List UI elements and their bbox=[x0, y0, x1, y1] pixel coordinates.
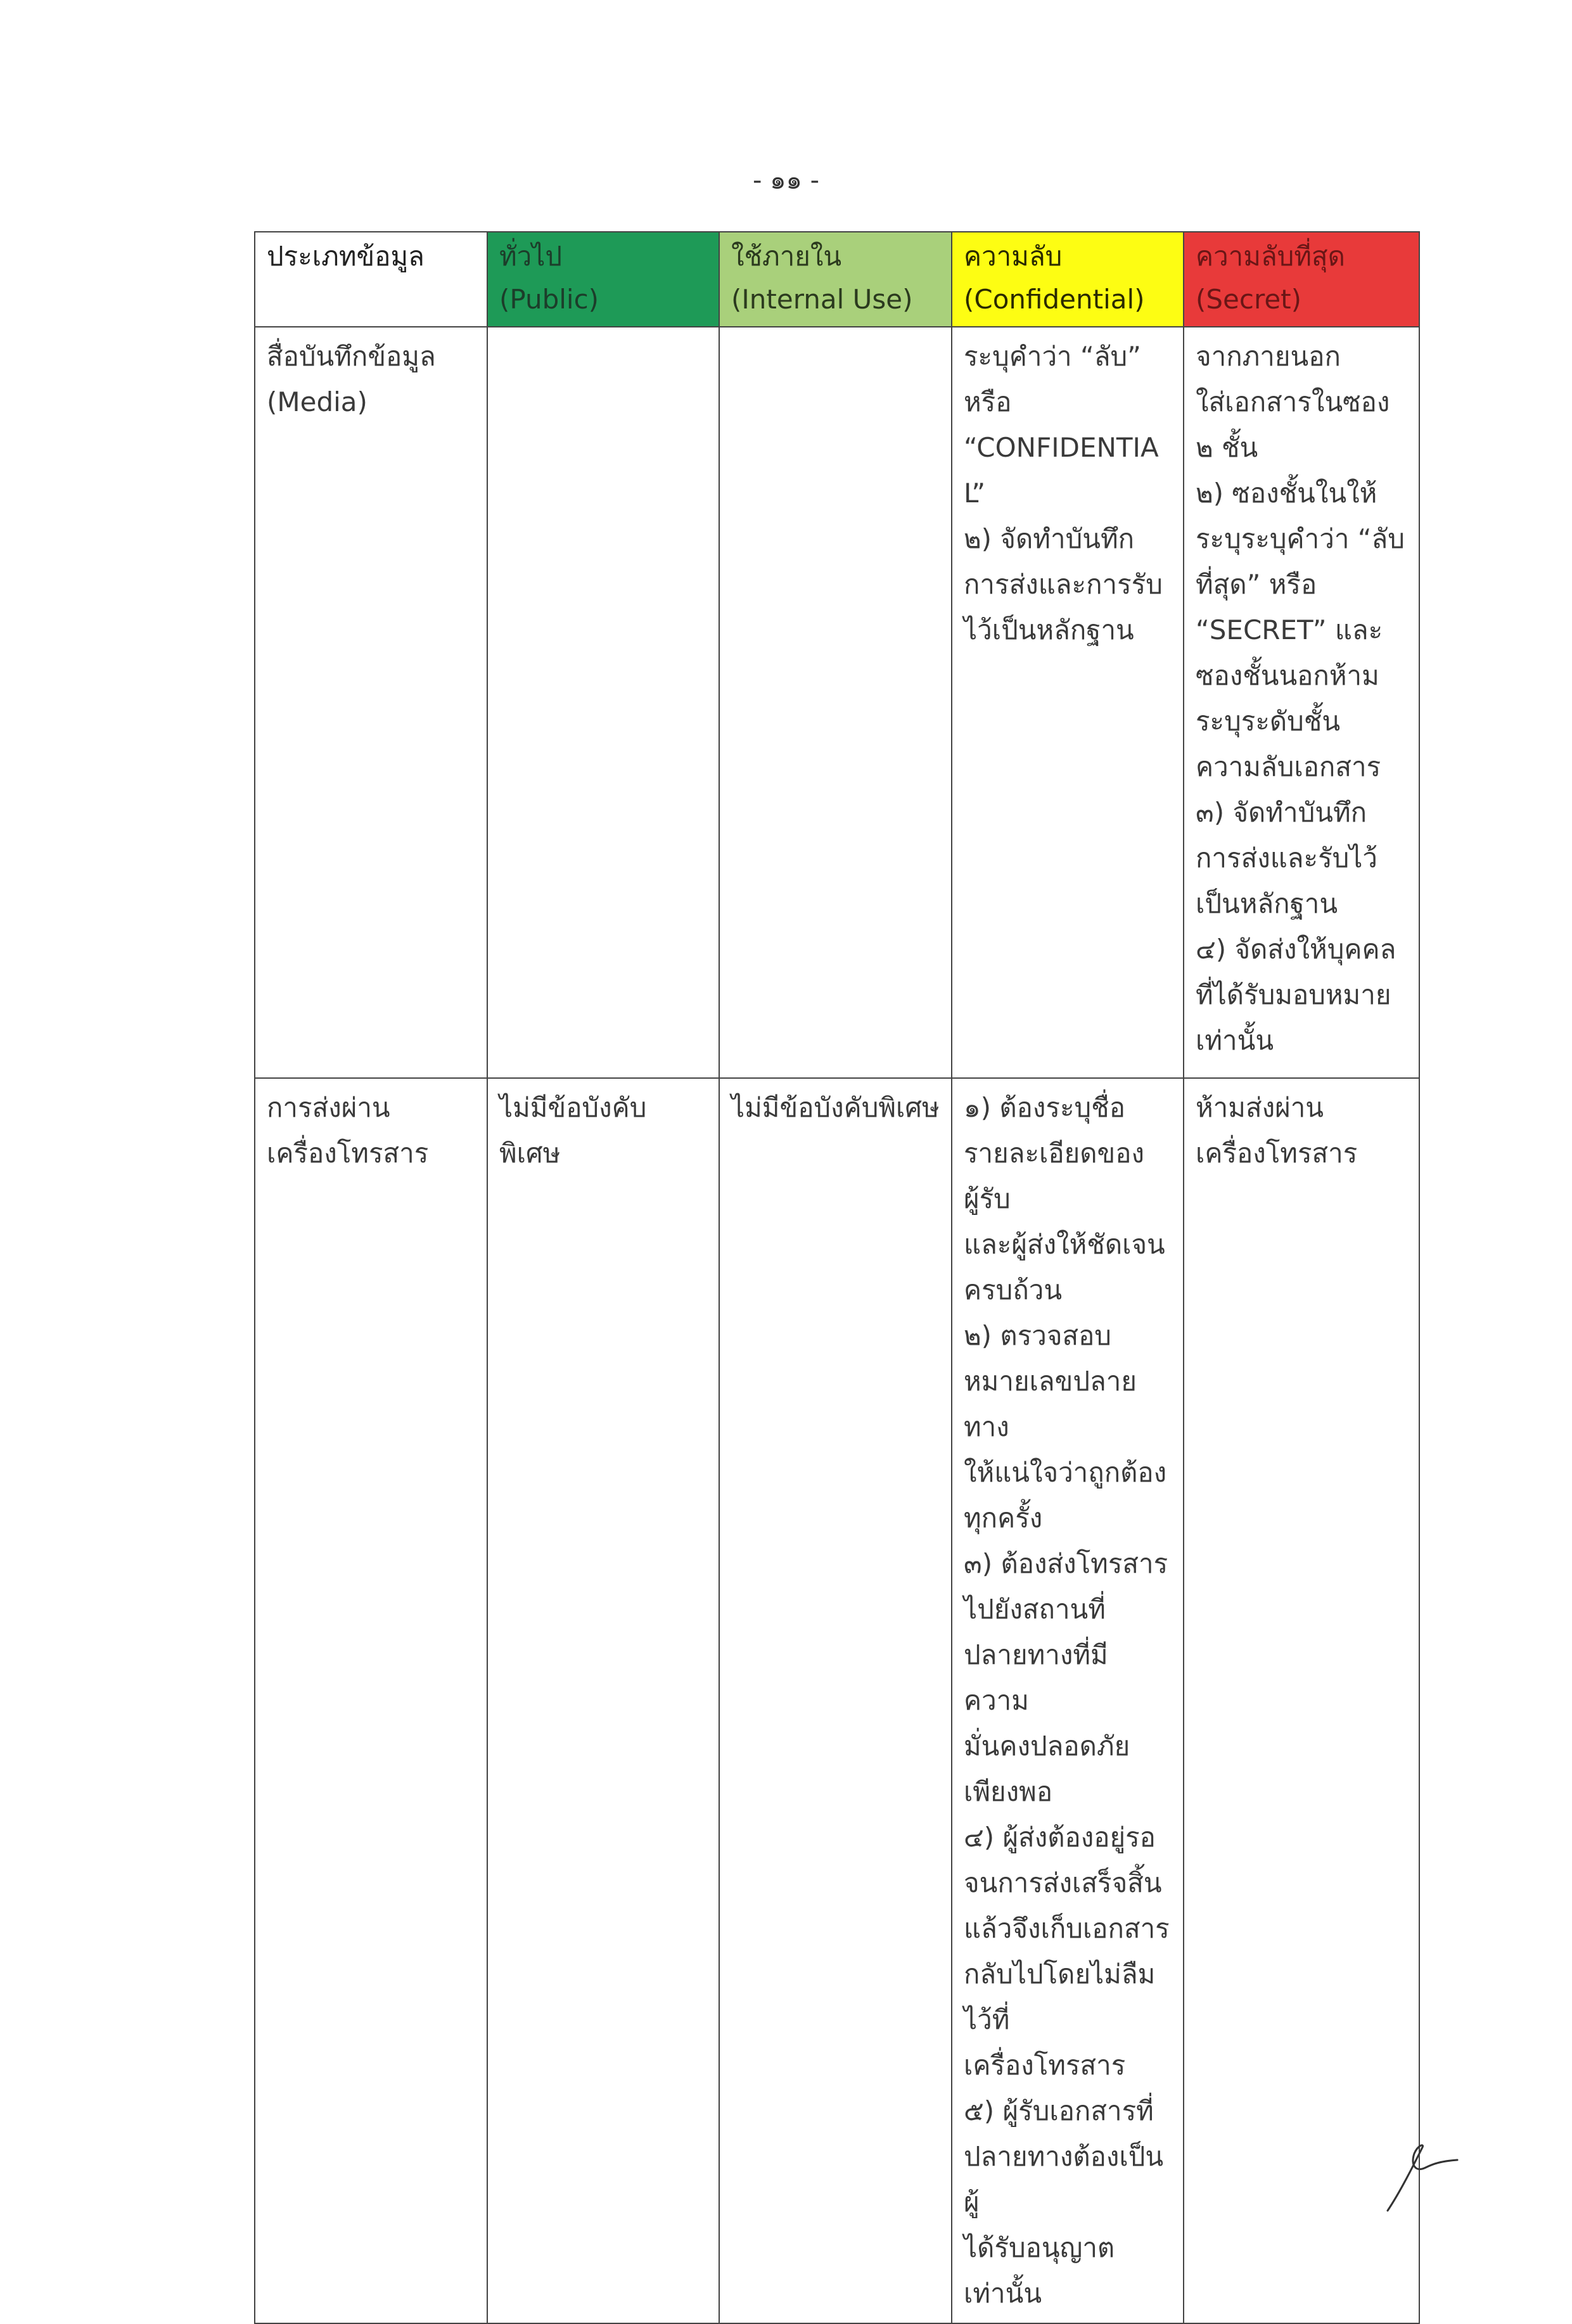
cell-text-line: ปลายทางที่มีความ bbox=[964, 1639, 1108, 1716]
cell-internal bbox=[719, 327, 952, 1078]
cell-text-line: ได้รับอนุญาตเท่านั้น bbox=[964, 2232, 1115, 2309]
cell-text-line: ทุกครั้ง bbox=[964, 1502, 1043, 1533]
cell-text-line: ที่สุด” หรือ bbox=[1196, 569, 1317, 600]
cell-text-line: กลับไปโดยไม่ลืมไว้ที่ bbox=[964, 1959, 1156, 2035]
cell-text-line: ระบุระดับชั้น bbox=[1196, 706, 1341, 737]
cell-text-line: การส่งผ่าน bbox=[267, 1092, 390, 1123]
cell-text-line: จากภายนอก bbox=[1196, 341, 1341, 372]
header-public-en: (Public) bbox=[499, 284, 599, 315]
header-internal-en: (Internal Use) bbox=[731, 284, 913, 315]
cell-text-line: เครื่องโทรสาร bbox=[267, 1138, 429, 1169]
cell-text-line: ซองชั้นนอกห้าม bbox=[1196, 660, 1379, 691]
cell-text-line: เครื่องโทรสาร bbox=[964, 2050, 1126, 2081]
cell-text-line: จนการส่งเสร็จสิ้น bbox=[964, 1867, 1162, 1898]
cell-text-line: ๓) จัดทำบันทึก bbox=[1196, 797, 1367, 828]
cell-text-line: ที่ได้รับมอบหมาย bbox=[1196, 979, 1391, 1010]
cell-text-line: ๒ ชั้น bbox=[1196, 432, 1258, 463]
cell-text-line: เครื่องโทรสาร bbox=[1196, 1138, 1358, 1169]
cell-text-line: การส่งและการรับ bbox=[964, 569, 1163, 600]
cell-text-line: สื่อบันทึกข้อมูล bbox=[267, 341, 436, 372]
header-confidential-th: ความลับ bbox=[964, 241, 1063, 272]
header-confidential bbox=[952, 232, 1184, 327]
table-row-fax bbox=[255, 1078, 1419, 2323]
cell-text-line: ๔) จัดส่งให้บุคคล bbox=[1196, 934, 1396, 965]
cell-text-line: ๒) จัดทำบันทึก bbox=[964, 523, 1135, 554]
cell-text-line: เท่านั้น bbox=[1196, 1025, 1274, 1056]
cell-text-line: ปลายทางต้องเป็นผู้ bbox=[964, 2141, 1164, 2218]
cell-type bbox=[255, 1078, 487, 2323]
cell-text-line: การส่งและรับไว้ bbox=[1196, 842, 1378, 873]
cell-text-line: ระบุคำว่า “ลับ” bbox=[964, 341, 1141, 372]
cell-text-line: ครบถ้วน bbox=[964, 1274, 1063, 1305]
cell-text-line: ระบุระบุคำว่า “ลับ bbox=[1196, 523, 1405, 554]
header-row bbox=[255, 232, 1419, 327]
header-secret-en: (Secret) bbox=[1196, 284, 1302, 315]
cell-text-line: และผู้ส่งให้ชัดเจน bbox=[964, 1229, 1165, 1260]
cell-text-line: ความลับเอกสาร bbox=[1196, 751, 1381, 782]
header-public-th: ทั่วไป bbox=[499, 241, 563, 272]
cell-secret bbox=[1184, 327, 1419, 1078]
cell-text-line: ๓) ต้องส่งโทรสาร bbox=[964, 1548, 1168, 1579]
cell-type bbox=[255, 327, 487, 1078]
cell-text-line: มั่นคงปลอดภัย bbox=[964, 1730, 1130, 1762]
header-public bbox=[487, 232, 719, 327]
cell-text-line: เป็นหลักฐาน bbox=[1196, 888, 1338, 919]
cell-text-line: “CONFIDENTIAL” bbox=[964, 432, 1159, 509]
cell-text-line: รายละเอียดของผู้รับ bbox=[964, 1138, 1144, 1214]
cell-text-line: หมายเลขปลายทาง bbox=[964, 1366, 1137, 1442]
cell-text-line: เพียงพอ bbox=[964, 1776, 1053, 1807]
cell-text-line: (Media) bbox=[267, 386, 367, 417]
cell-text-line: ใส่เอกสารในซอง bbox=[1196, 386, 1390, 417]
cell-public bbox=[487, 327, 719, 1078]
header-secret bbox=[1184, 232, 1419, 327]
cell-internal: ไม่มีข้อบังคับพิเศษ bbox=[719, 1078, 952, 2323]
cell-text-line: ๒) ซองชั้นในให้ bbox=[1196, 478, 1377, 509]
classification-table bbox=[254, 231, 1420, 2324]
cell-text-line: ไว้เป็นหลักฐาน bbox=[964, 614, 1134, 645]
cell-text-line: ไปยังสถานที่ bbox=[964, 1594, 1106, 1625]
cell-text-line: แล้วจึงเก็บเอกสาร bbox=[964, 1913, 1170, 1944]
page-number: - ๑๑ - bbox=[752, 166, 820, 195]
cell-text-line: ห้ามส่งผ่าน bbox=[1196, 1092, 1324, 1123]
cell-text-line: “SECRET” และ bbox=[1196, 614, 1383, 645]
header-internal-th: ใช้ภายใน bbox=[731, 241, 842, 272]
cell-text-line: ๒) ตรวจสอบ bbox=[964, 1320, 1111, 1351]
cell-public: ไม่มีข้อบังคับพิเศษ bbox=[487, 1078, 719, 2323]
cell-text-line: ๕) ผู้รับเอกสารที่ bbox=[964, 2095, 1154, 2126]
header-internal bbox=[719, 232, 952, 327]
header-confidential-en: (Confidential) bbox=[964, 284, 1145, 315]
cell-confidential bbox=[952, 1078, 1184, 2323]
cell-text-line: ให้แน่ใจว่าถูกต้อง bbox=[964, 1457, 1167, 1488]
cell-text-line: ๑) ต้องระบุชื่อ bbox=[964, 1092, 1125, 1123]
table-row-media bbox=[255, 327, 1419, 1078]
cell-text-line: หรือ bbox=[964, 386, 1012, 417]
header-data-type-label: ประเภทข้อมูล bbox=[267, 241, 425, 272]
header-secret-th: ความลับที่สุด bbox=[1196, 241, 1345, 272]
header-data-type bbox=[255, 232, 487, 327]
cell-text-line: ๔) ผู้ส่งต้องอยู่รอ bbox=[964, 1822, 1156, 1853]
cell-confidential bbox=[952, 327, 1184, 1078]
signature-icon bbox=[1362, 2135, 1464, 2217]
